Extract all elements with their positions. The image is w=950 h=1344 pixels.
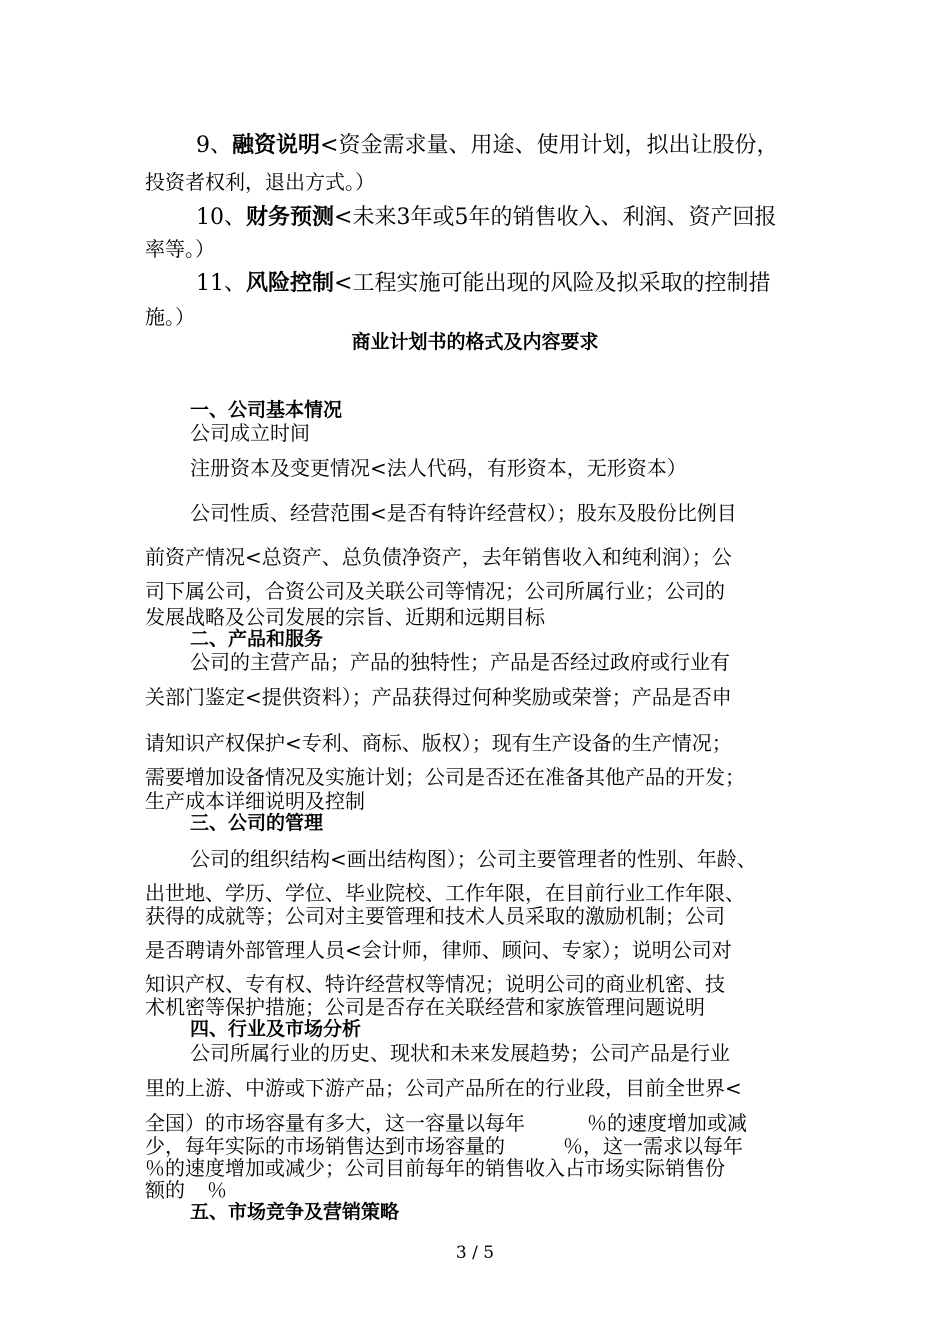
item-9-text: <资金需求量、用途、使用计划，拟出让股份， <box>320 133 779 158</box>
document-title: 商业计划书的格式及内容要求 <box>351 331 599 353</box>
sec4-line2: 里的上游、中游或下游产品；公司产品所在的行业段，目前全世界< <box>145 1076 742 1100</box>
section-5-heading: 五、市场竞争及营销策略 <box>190 1201 400 1223</box>
sec3-line6: 术机密等保护措施；公司是否存在关联经营和家族管理问题说明 <box>145 995 705 1019</box>
sec1-line4: 前资产情况<总资产、总负债净资产，去年销售收入和纯利润）；公 <box>145 545 732 569</box>
sec4-line6 <box>145 1178 227 1202</box>
sec4-line3 <box>145 1111 747 1135</box>
sec3-line1: 公司的组织结构<画出结构图）；公司主要管理者的性别、年龄、 <box>190 847 757 871</box>
item-11-line1 <box>196 270 770 298</box>
sec4-line6-part2: ％ <box>207 1178 227 1202</box>
item-10-line1 <box>196 204 776 232</box>
section-1-heading: 一、公司基本情况 <box>190 399 343 421</box>
item-9-line2: 投资者权利，退出方式。） <box>145 170 375 194</box>
sec4-line6-part1: 额的 <box>145 1178 185 1202</box>
sec2-line1: 公司的主营产品；产品的独特性；产品是否经过政府或行业有 <box>190 650 730 674</box>
sec1-line6: 发展战略及公司发展的宗旨、近期和远期目标 <box>145 605 545 629</box>
sec2-line5: 生产成本详细说明及控制 <box>145 789 365 813</box>
item-10-label: 财务预测 <box>246 205 335 230</box>
item-9-label: 融资说明 <box>232 133 321 158</box>
sec4-line4-part1: 少，每年实际的市场销售达到市场容量的 <box>145 1134 505 1158</box>
sec3-line4: 是否聘请外部管理人员<会计师，律师、顾问、专家）；说明公司对 <box>145 938 732 962</box>
item-11-number: 11、 <box>196 271 246 296</box>
sec3-line5: 知识产权、专有权、特许经营权等情况；说明公司的商业机密、技 <box>145 972 725 996</box>
item-10-number: 10、 <box>196 205 246 230</box>
item-10-line2: 率等。） <box>145 237 215 261</box>
item-9-number: 9、 <box>196 133 232 158</box>
section-4-heading: 四、行业及市场分析 <box>190 1018 362 1040</box>
section-2-heading: 二、产品和服务 <box>190 628 324 650</box>
sec2-line2: 关部门鉴定<提供资料）；产品获得过何种奖励或荣誉；产品是否申 <box>145 685 732 709</box>
sec3-line3: 获得的成就等；公司对主要管理和技术人员采取的激励机制；公司 <box>145 904 725 928</box>
sec1-line3: 公司性质、经营范围<是否有特许经营权）；股东及股份比例目 <box>190 501 737 525</box>
item-10-text: <未来3年或5年的销售收入、利润、资产回报 <box>334 205 777 230</box>
sec1-line1: 公司成立时间 <box>190 421 310 445</box>
item-11-line2: 施。） <box>145 305 195 329</box>
sec2-line4: 需要增加设备情况及实施计划；公司是否还在准备其他产品的开发； <box>145 765 745 789</box>
sec1-line5: 司下属公司，合资公司及关联公司等情况；公司所属行业；公司的 <box>145 579 725 603</box>
sec1-line2: 注册资本及变更情况<法人代码，有形资本，无形资本） <box>190 456 687 480</box>
sec4-line3-part1: 全国）的市场容量有多大，这一容量以每年 <box>145 1111 525 1135</box>
sec3-line2: 出世地、学历、学位、毕业院校、工作年限，在目前行业工作年限、 <box>145 881 745 905</box>
page-number: 3 / 5 <box>455 1243 495 1263</box>
item-11-text: <工程实施可能出现的风险及拟采取的控制措 <box>334 271 771 296</box>
sec4-line4-part2: ％，这一需求以每年 <box>563 1134 743 1158</box>
section-3-heading: 三、公司的管理 <box>190 812 324 834</box>
sec4-line1: 公司所属行业的历史、现状和未来发展趋势；公司产品是行业 <box>190 1041 730 1065</box>
sec4-line5: ％的速度增加或减少；公司目前每年的销售收入占市场实际销售份 <box>145 1156 725 1180</box>
sec4-line3-part2: ％的速度增加或减 <box>587 1111 747 1135</box>
item-11-label: 风险控制 <box>246 271 335 296</box>
sec2-line3: 请知识产权保护<专利、商标、版权）；现有生产设备的生产情况； <box>145 731 732 755</box>
item-9-line1 <box>196 132 778 160</box>
sec4-line4 <box>145 1134 743 1158</box>
